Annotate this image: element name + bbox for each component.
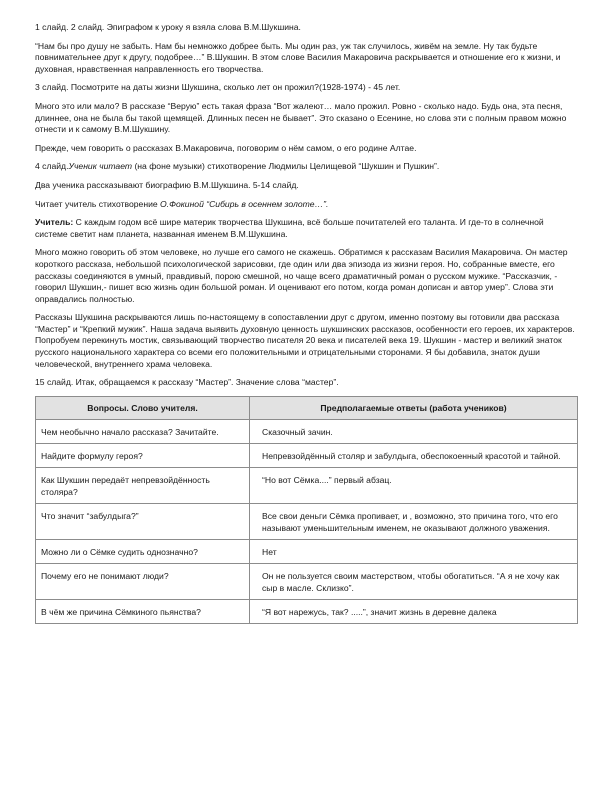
question-cell: В чём же причина Сёмкиного пьянства? — [36, 599, 250, 623]
slide-4-label: 4 слайд. — [35, 161, 69, 172]
table-header-row — [36, 396, 578, 419]
paragraph-slides-1-2: 1 слайд. 2 слайд. Эпиграфом к уроку я взяла слова В.М.Шукшина. — [35, 22, 301, 32]
table-row — [36, 503, 578, 539]
answer-cell: Нет — [250, 539, 578, 563]
answer-cell: “Но вот Сёмка....” первый абзац. — [250, 467, 578, 503]
table-row — [36, 467, 578, 503]
teacher-text: С каждым годом всё шире материк творчества Шукшина, всё больше почитателей его таланта. И где-то в солнечной системе светит нам планета, названная именем В.М.Шукшина. — [35, 217, 544, 239]
question-cell: Почему его не понимают люди? — [36, 563, 250, 599]
table-row — [36, 443, 578, 467]
paragraph-altai: Прежде, чем говорить о рассказах В.Макаровича, поговорим о нём самом, о его родине Алтае. — [35, 142, 417, 153]
question-cell: Как Шукшин передаёт непревзойдённость столяра? — [36, 467, 250, 503]
table-row — [36, 599, 578, 623]
document-page — [35, 22, 575, 624]
header-answers: Предполагаемые ответы (работа учеников) — [250, 396, 578, 419]
answer-cell: Все свои деньги Сёмка пропивает, и , возможно, это причина того, что его называют уменьшительным именем, не оказывают должного уважения. — [250, 503, 578, 539]
slide-4-rest: (на фоне музыки) стихотворение Людмилы Целищевой “Шукшин и Пушкин”. — [132, 161, 440, 172]
paragraph-stories: Много можно говорить об этом человеке, но лучше его самого не скажешь. Обратимся к рассказам Василия Макаровича. Он мастер короткого рассказа, небольшой психологической зарисовки, где один или два эпизода из жизни героя. Но, собранные вместе, его рассказы соединяются в умный, правдивый, порою смешной, но чаще всего драматичный роман о русском мужике. “Рассказчик, - говорил Шукшин,- пишет всю жизнь один большой роман. И оценивают его потом, когда роман дописан и автор умер”. Слова эти оправдались полностью. — [35, 247, 568, 304]
poem-title: О.Фокиной “Сибирь в осеннем золоте…”. — [160, 198, 329, 209]
paragraph-teacher-poem — [35, 199, 575, 211]
table-row — [36, 539, 578, 563]
header-questions: Вопросы. Слово учителя. — [36, 396, 250, 419]
answer-cell: Сказочный зачин. — [250, 419, 578, 443]
question-cell: Найдите формулу героя? — [36, 443, 250, 467]
paragraph-comparison: Рассказы Шукшина раскрываются лишь по-настоящему в сопоставлении друг с другом, именно поэтому вы готовили два рассказа “Мастер” и “Крепкий мужик”. Наша задача выявить духовную ценность шукшинских рассказов, особенности его героев, их характеров. Попробуем перекинуть мостик, связывающий творчество писателя 20 века и писателей века 19. Шукшин - мастер и великий знаток русского национального характера со всеми его положительными и отрицательными сторонами. Я бы добавила, знаток души человеческой, внутреннего храма человека. — [35, 312, 575, 369]
question-cell: Чем необычно начало рассказа? Зачитайте. — [36, 419, 250, 443]
paragraph-teacher — [35, 217, 575, 240]
answer-cell: Непревзойдённый столяр и забулдыга, обеспокоенный красотой и тайной. — [250, 443, 578, 467]
paragraph-veruyu: Много это или мало? В рассказе “Верую” есть такая фраза “Вот жалеют… мало прожил. Ровно - сколько надо. Будь она, эта песня, длиннее, она не была бы такой щемящей. Длинных песен не бывает”. Это сказано о Есенине, но слова эти с полным правом можно отнести и к самому В.М.Шукшину. — [35, 100, 567, 135]
answer-cell: “Я вот нарежусь, так? .....”, значит жизнь в деревне далека — [250, 599, 578, 623]
paragraph-slide-4 — [35, 161, 575, 173]
paragraph-slide-15: 15 слайд. Итак, обращаемся к рассказу “Мастер”. Значение слова “мастер”. — [35, 377, 339, 388]
teacher-poem-intro: Читает учитель стихотворение — [35, 198, 161, 209]
teacher-label: Учитель: — [35, 217, 74, 228]
student-reads: Ученик читает — [68, 161, 133, 172]
paragraph-biography: Два ученика рассказывают биографию В.М.Шукшина. 5-14 слайд. — [35, 179, 299, 190]
lesson-table — [35, 396, 578, 624]
table-row — [36, 419, 578, 443]
question-cell: Что значит “забулдыга?” — [36, 503, 250, 539]
paragraph-slide-3: 3 слайд. Посмотрите на даты жизни Шукшина, сколько лет он прожил?(1928-1974) - 45 лет. — [35, 82, 401, 93]
answer-cell: Он не пользуется своим мастерством, чтобы обогатиться. “А я не хочу как сыр в масле. Склизко”. — [250, 563, 578, 599]
paragraph-epigraph: “Нам бы про душу не забыть. Нам бы немножко добрее быть. Мы один раз, уж так случилось, живём на земле. Ну так будьте повнимательнее друг к другу, подобрее…” В.Шукшин. В этом слове Василия Макаровича раскрывается и отношение его к жизни, и духовная, нравственная направленность его творчества. — [35, 40, 561, 74]
table-row — [36, 563, 578, 599]
question-cell: Можно ли о Сёмке судить однозначно? — [36, 539, 250, 563]
